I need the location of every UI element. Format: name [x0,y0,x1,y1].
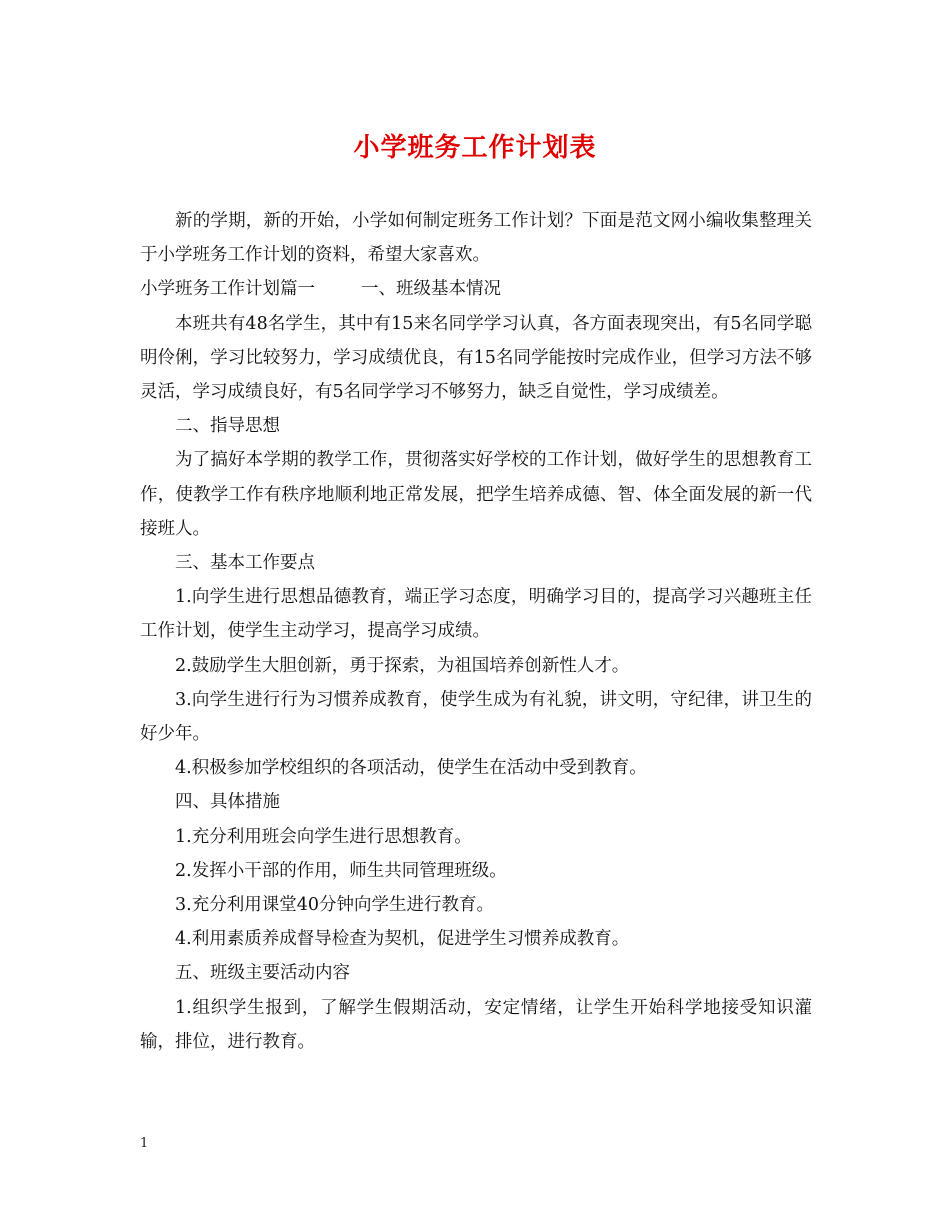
list-item-work-point-4: 4.积极参加学校组织的各项活动，使学生在活动中受到教育。 [175,758,647,779]
paragraph-class-situation: 本班共有48名学生，其中有15来名同学学习认真，各方面表现突出，有5名同学聪明伶俐，学习比较努力，学习成绩优良，有15名同学能按时完成作业，但学习方法不够灵活，学习成绩良好，有5名同学学习不够努力，缺乏自觉性，学习成绩差。 [140,313,812,403]
document-title: 小学班务工作计划表 [353,133,597,163]
list-item-work-point-1: 1.向学生进行思想品德教育，端正学习态度，明确学习目的，提高学习兴趣班主任工作计划，使学生主动学习，提高学习成绩。 [140,587,812,642]
section-heading [140,272,812,306]
document-body [140,204,812,1059]
list-item-work-point-3: 3.向学生进行行为习惯养成教育，使学生成为有礼貌，讲文明，守纪律，讲卫生的好少年。 [140,689,812,745]
list-item-measure-2: 2.发挥小干部的作用，师生共同管理班级。 [175,860,507,881]
list-item-measure-4: 4.利用素质养成督导检查为契机，促进学生习惯养成教育。 [175,929,630,950]
heading-measures: 四、具体措施 [175,792,280,813]
intro-paragraph: 新的学期，新的开始，小学如何制定班务工作计划？下面是范文网小编收集整理关于小学班务工作计划的资料，希望大家喜欢。 [140,211,812,266]
heading-guiding-ideology: 二、指导思想 [175,416,280,437]
paragraph-guiding-ideology: 为了搞好本学期的教学工作，贯彻落实好学校的工作计划，做好学生的思想教育工作，使教学工作有秩序地顺利地正常发展，把学生培养成德、智、体全面发展的新一代接班人。 [140,450,812,539]
list-item-work-point-2: 2.鼓励学生大胆创新，勇于探索，为祖国培养创新性人才。 [175,655,630,676]
section-heading-subtitle: 一、班级基本情况 [361,279,501,300]
section-heading-title: 小学班务工作计划篇一 [140,279,315,300]
page-number: 1 [140,1136,149,1151]
list-item-activity-1: 1.组织学生报到，了解学生假期活动，安定情绪，让学生开始科学地接受知识灌输，排位，进行教育。 [140,997,812,1052]
heading-work-points: 三、基本工作要点 [175,553,315,574]
heading-activities: 五、班级主要活动内容 [175,963,350,984]
list-item-measure-1: 1.充分利用班会向学生进行思想教育。 [175,826,472,847]
list-item-measure-3: 3.充分利用课堂40分钟向学生进行教育。 [175,895,494,916]
